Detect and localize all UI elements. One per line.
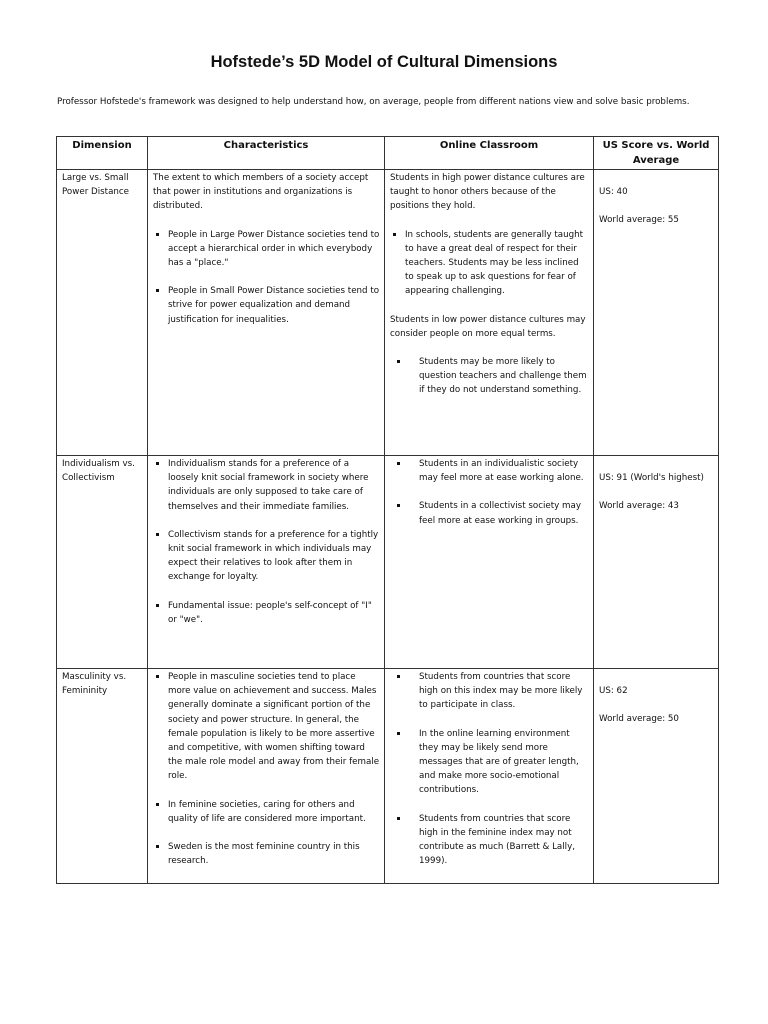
dimension-cell: Individualism vs. Collectivism xyxy=(57,456,148,669)
cultural-dimensions-table xyxy=(56,136,719,884)
list-item: Students in an individualistic society may feel more at ease working alone. xyxy=(390,457,589,485)
characteristics-intro: The extent to which members of a society accept that power in institutions and organizations is distributed. xyxy=(153,173,369,212)
characteristics-cell xyxy=(148,669,385,884)
characteristics-cell xyxy=(148,170,385,456)
classroom-paragraph: Students in high power distance cultures are taught to honor others because of the positions they hold. xyxy=(390,173,585,212)
list-item: Students from countries that score high in the feminine index may not contribute as much (Barrett & Lally, 1999). xyxy=(390,812,589,869)
list-item: Students in a collectivist society may feel more at ease working in groups. xyxy=(390,499,589,527)
score-cell xyxy=(594,456,719,669)
intro-paragraph: Professor Hofstede's framework was designed to help understand how, on average, people from different nations view and solve basic problems. xyxy=(57,97,690,107)
classroom-paragraph: Students in low power distance cultures may consider people on more equal terms. xyxy=(390,314,586,339)
characteristics-cell xyxy=(148,456,385,669)
score-cell xyxy=(594,669,719,884)
dimension-cell: Masculinity vs. Femininity xyxy=(57,669,148,884)
table-row xyxy=(57,170,719,456)
world-average: World average: 43 xyxy=(599,501,679,512)
us-score: US: 40 xyxy=(599,187,628,197)
header-online-classroom: Online Classroom xyxy=(385,137,594,170)
online-classroom-cell xyxy=(385,669,594,884)
header-characteristics: Characteristics xyxy=(148,137,385,170)
list-item: In the online learning environment they may be likely send more messages that are of greater length, and make more socio-emotional contributions. xyxy=(390,727,589,798)
list-item: People in Large Power Distance societies tend to accept a hierarchical order in which everybody has a "place." xyxy=(153,228,380,271)
online-classroom-cell xyxy=(385,170,594,456)
online-classroom-cell xyxy=(385,456,594,669)
header-us-score: US Score vs. World Average xyxy=(594,137,719,170)
dimension-cell: Large vs. Small Power Distance xyxy=(57,170,148,456)
list-item: Students may be more likely to question teachers and challenge them if they do not understand something. xyxy=(390,355,589,398)
table-row xyxy=(57,669,719,884)
list-item: Sweden is the most feminine country in this research. xyxy=(153,840,380,868)
us-score: US: 62 xyxy=(599,686,628,696)
header-dimension: Dimension xyxy=(57,137,148,170)
table-row xyxy=(57,456,719,669)
world-average: World average: 55 xyxy=(599,215,679,226)
table-header-row xyxy=(57,137,719,170)
us-score: US: 91 (World's highest) xyxy=(599,473,704,483)
score-cell xyxy=(594,170,719,456)
list-item: In feminine societies, caring for others and quality of life are considered more important. xyxy=(153,798,380,826)
list-item: Fundamental issue: people's self-concept of "I" or "we". xyxy=(153,599,380,627)
list-item: In schools, students are generally taught to have a great deal of respect for their teachers. Students may be less inclined to speak up to ask questions for fear of appearing challenging. xyxy=(390,228,589,299)
document-title: Hofstede’s 5D Model of Cultural Dimensions xyxy=(210,53,558,71)
world-average: World average: 50 xyxy=(599,714,679,725)
list-item: Individualism stands for a preference of a loosely knit social framework in society where individuals are only supposed to take care of themselves and their immediate families. xyxy=(153,457,380,514)
list-item: Students from countries that score high on this index may be more likely to participate in class. xyxy=(390,670,589,713)
list-item: Collectivism stands for a preference for a tightly knit social framework in which individuals may expect their relatives to look after them in exchange for loyalty. xyxy=(153,528,380,585)
list-item: People in Small Power Distance societies tend to strive for power equalization and demand justification for inequalities. xyxy=(153,284,380,327)
list-item: People in masculine societies tend to place more value on achievement and success. Males generally dominate a significant portion of the society and power structure. In general, the female population is likely to be more assertive and competitive, with women shifting toward the male role model and away from their female role. xyxy=(153,670,380,784)
